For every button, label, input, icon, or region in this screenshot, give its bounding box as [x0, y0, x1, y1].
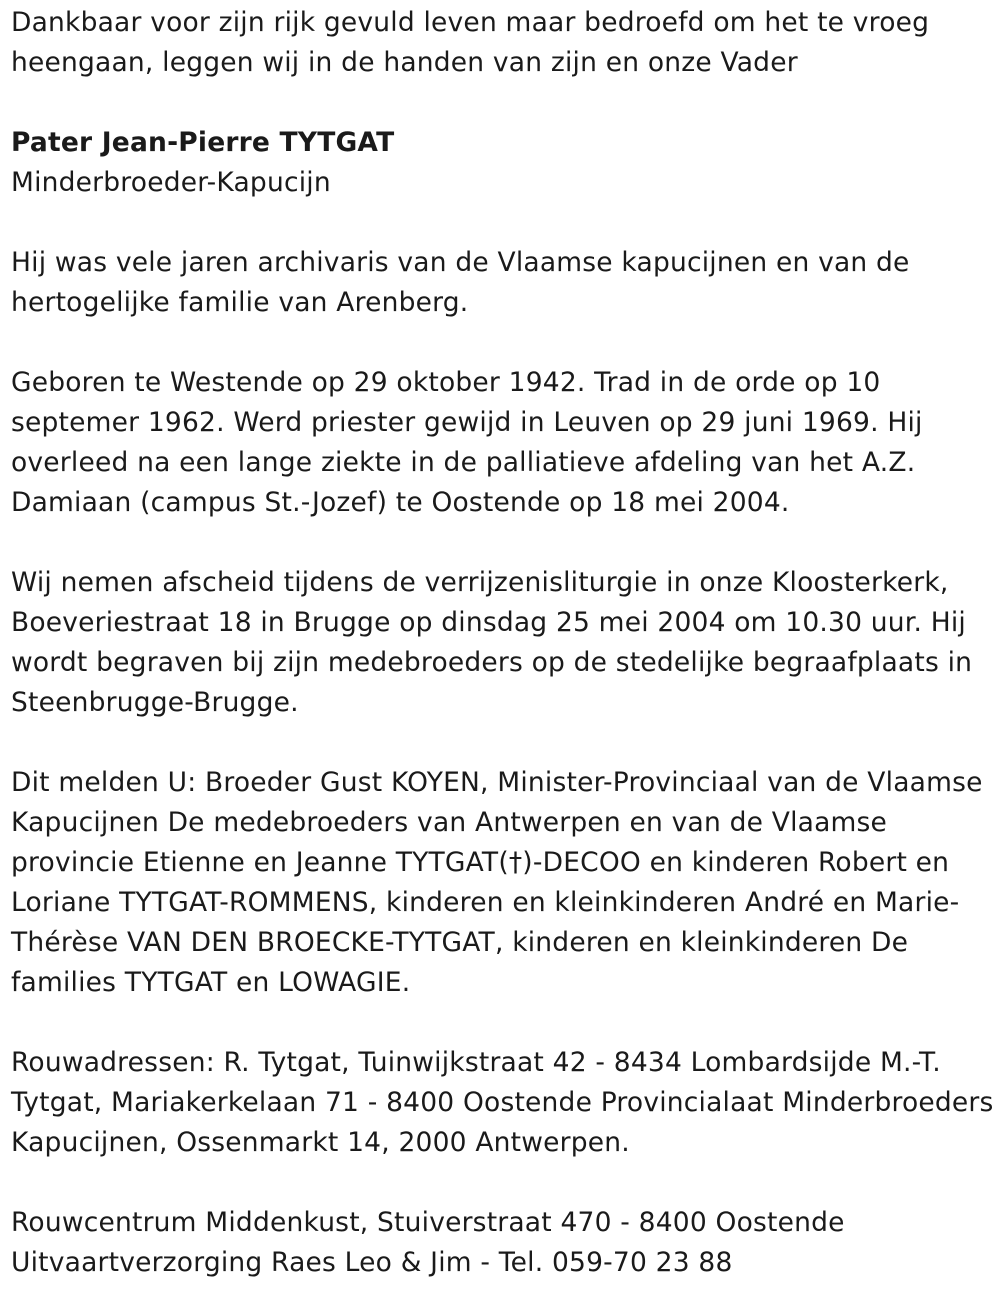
- intro-paragraph: Dankbaar voor zijn rijk gevuld leven maar bedroefd om het te vroeg heengaan, leggen wij in de handen van zijn en onze Vader: [11, 7, 930, 78]
- funeral-home: Rouwcentrum Middenkust, Stuiverstraat 470 - 8400 Oostende Uitvaartverzorging Raes Leo & Jim - Tel. 059-70 23 88: [11, 1207, 845, 1278]
- archivist-paragraph: Hij was vele jaren archivaris van de Vlaamse kapucijnen en van de hertogelijke familie van Arenberg.: [11, 247, 910, 318]
- biography-paragraph: Geboren te Westende op 29 oktober 1942. Trad in de orde op 10 septemer 1962. Werd priester gewijd in Leuven op 29 juni 1969. Hij overleed na een lange ziekte in de palliatieve afdeling van het A.Z. Damiaan (campus St.-Jozef) te Oostende op 18 mei 2004.: [11, 367, 923, 518]
- mourning-addresses: Rouwadressen: R. Tytgat, Tuinwijkstraat 42 - 8434 Lombardsijde M.-T. Tytgat, Mariakerkelaan 71 - 8400 Oostende Provincialaat Minderbroeders Kapucijnen, Ossenmarkt 14, 2000 Antwerpen.: [11, 1047, 994, 1158]
- spacer: [11, 523, 996, 563]
- spacer: [11, 323, 996, 363]
- farewell-paragraph: Wij nemen afscheid tijdens de verrijzenisliturgie in onze Kloosterkerk, Boeveriestraat 18 in Brugge op dinsdag 25 mei 2004 om 10.30 uur. Hij wordt begraven bij zijn medebroeders op de stedelijke begraafplaats in Steenbrugge-Brugge.: [11, 567, 973, 718]
- spacer: [11, 203, 996, 243]
- spacer: [11, 1003, 996, 1043]
- spacer: [11, 1163, 996, 1203]
- announcement-paragraph: Dit melden U: Broeder Gust KOYEN, Minister-Provinciaal van de Vlaamse Kapucijnen De medebroeders van Antwerpen en van de Vlaamse provincie Etienne en Jeanne TYTGAT(†)-DECOO en kinderen Robert en Loriane TYTGAT-ROMMENS, kinderen en kleinkinderen André en Marie- Thérèse VAN DEN BROECKE-TYTGAT, kinderen en kleinkinderen De families TYTGAT en LOWAGIE.: [11, 767, 983, 998]
- religious-order: Minderbroeder-Kapucijn: [11, 167, 331, 198]
- deceased-name: Pater Jean-Pierre TYTGAT: [11, 127, 395, 158]
- spacer: [11, 83, 996, 123]
- spacer: [11, 723, 996, 763]
- obituary-text: [11, 0, 996, 1283]
